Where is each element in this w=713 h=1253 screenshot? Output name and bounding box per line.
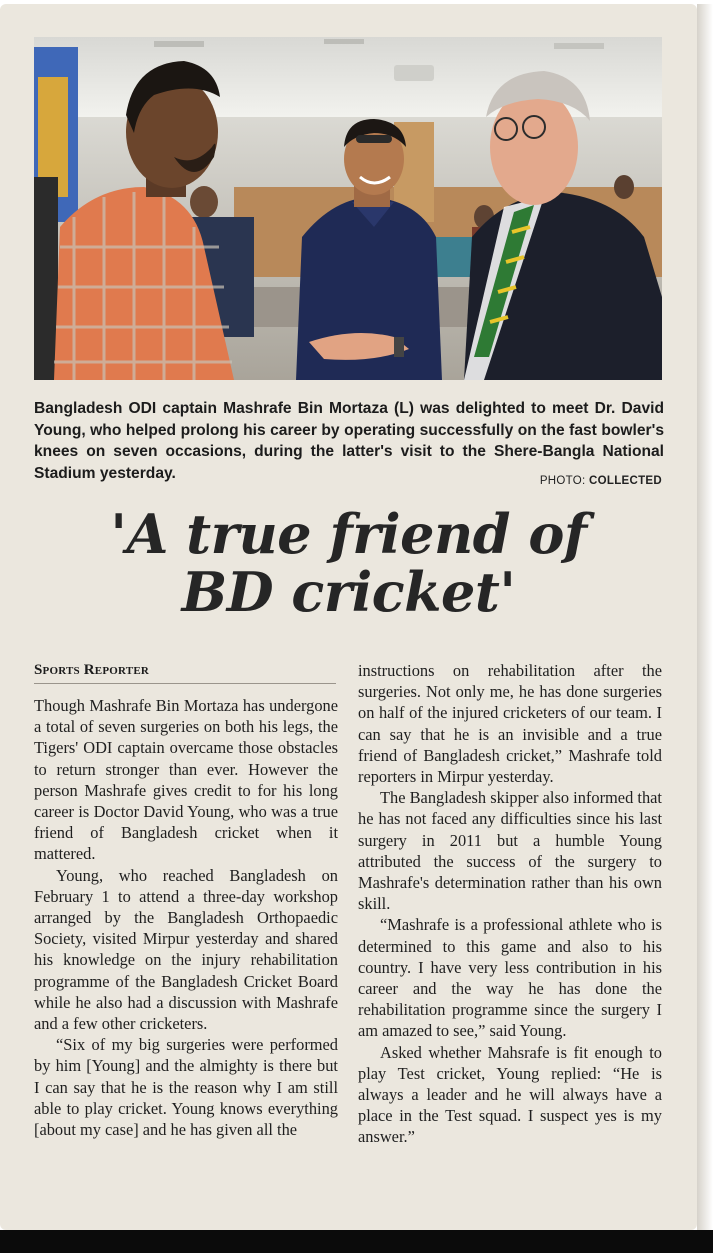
article-photo xyxy=(34,37,662,380)
photo-illustration xyxy=(34,37,662,380)
body-paragraph: “Mashrafe is a professional athlete who is determined to this game and also to his country. I have very less contribution in his career and the way he has done the rehabilitation programme since the surgery I am amazed to see,” said Young. xyxy=(358,915,662,1041)
bottom-bar xyxy=(0,1230,713,1253)
photo-credit-prefix: PHOTO: xyxy=(539,475,590,487)
headline-line-2: BD cricket' xyxy=(181,560,516,624)
body-paragraph: “Six of my big surgeries were performed by him [Young] and the almighty is there but I can say that he is the reason why I am still able to play cricket. Young knows everything [about my case] and he has given all the xyxy=(34,1035,338,1140)
photo-credit xyxy=(530,475,662,487)
article-column-left xyxy=(34,695,338,1140)
photo-caption: Bangladesh ODI captain Mashrafe Bin Mortaza (L) was delighted to meet Dr. David Young, who helped prolong his career by operating successfully on the fast bowler's knees on seven occasions, during the latter's visit to the Shere-Bangla National Stadium yesterday. xyxy=(34,400,664,482)
article-column-right xyxy=(358,660,662,1148)
body-paragraph: Though Mashrafe Bin Mortaza has undergone a total of seven surgeries on both his legs, the Tigers' ODI captain overcame those obstacles to return stronger than ever. However the person Mashrafe gives credit to for his long career is Doctor David Young, who was a true friend of Bangladesh cricket when it mattered. xyxy=(34,696,338,864)
photo-credit-source: COLLECTED xyxy=(589,475,662,487)
body-paragraph: Asked whether Mahsrafe is fit enough to play Test cricket, Young replied: “He is always a leader and he will always have a place in the Test squad. I suspect yes is my answer.” xyxy=(358,1042,662,1147)
headline-line-1: 'A true friend of xyxy=(110,502,587,566)
page-shadow xyxy=(697,4,713,1230)
body-paragraph: instructions on rehabilitation after the surgeries. Not only me, he has done surgeries on half of the injured cricketers of our team. I can say that he is an invisible and a true friend of Bangladesh cricket,” Mashrafe told reporters in Mirpur yesterday. xyxy=(358,661,662,787)
body-paragraph: The Bangladesh skipper also informed that he has not faced any difficulties since his last surgery in 2011 but a humble Young attributed the success of the surgery to Mashrafe's determination rather than his own skill. xyxy=(358,788,662,914)
byline: Sports Reporter xyxy=(34,662,336,684)
article-headline xyxy=(0,502,697,624)
body-paragraph: Young, who reached Bangladesh on February 1 to attend a three-day workshop arranged by the Bangladesh Orthopaedic Society, visited Mirpur yesterday and shared his knowledge on the injury rehabilitation programme of the Bangladesh Cricket Board while he also had a discussion with Mashrafe and a few other cricketers. xyxy=(34,865,338,1034)
